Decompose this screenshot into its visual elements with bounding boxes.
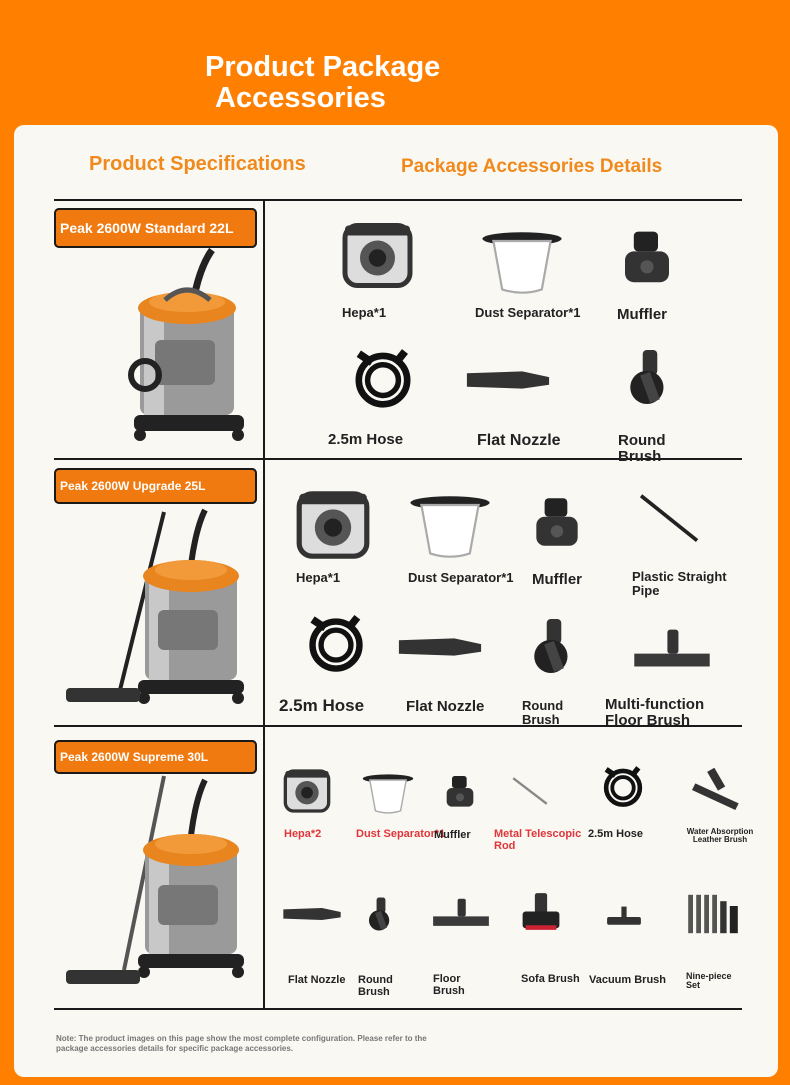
- hose-icon: [600, 760, 646, 814]
- hepa-filter-icon: [278, 766, 336, 816]
- item-label: Floor Brush: [433, 973, 465, 997]
- item-label: Hepa*1: [296, 570, 341, 585]
- item-label: Nine-piece Set: [686, 971, 732, 991]
- floor-brush-icon: [630, 626, 714, 672]
- item-label: 2.5m Hose: [279, 696, 365, 715]
- muffler-icon: [440, 772, 480, 812]
- item-label: Water Absorption Leather Brush: [686, 827, 754, 845]
- item-label: Muffler: [434, 829, 471, 841]
- nine-piece-set-icon: [684, 890, 742, 938]
- vacuum-supreme-image: [60, 770, 250, 998]
- water-brush-icon: [692, 765, 742, 815]
- item-label: Plastic Straight Pipe: [632, 569, 727, 598]
- vacuum-brush-icon: [598, 904, 650, 930]
- details-header: Package Accessories Details: [401, 156, 663, 177]
- item-label: Dust Separator*1: [475, 305, 581, 320]
- hose-icon: [304, 606, 368, 682]
- round-brush-icon: [624, 345, 676, 409]
- product-badge-upgrade: Peak 2600W Upgrade 25L: [54, 468, 257, 504]
- page-title: [205, 52, 440, 114]
- product-badge-supreme: Peak 2600W Supreme 30L: [54, 740, 257, 774]
- item-label: Dust Separator*1: [356, 828, 446, 840]
- dust-separator-icon: [476, 230, 568, 296]
- round-brush-icon: [528, 614, 580, 678]
- page-title-line1: Product Package: [205, 51, 441, 83]
- item-label: Round Brush: [618, 432, 666, 465]
- item-label: 2.5m Hose: [588, 828, 644, 840]
- telescopic-rod-icon: [510, 774, 550, 808]
- item-label: Metal Telescopic Rod: [494, 828, 582, 852]
- item-label: Hepa*2: [284, 828, 322, 840]
- vacuum-upgrade-image: [60, 500, 250, 718]
- item-label: Flat Nozzle: [477, 432, 561, 449]
- item-label: Sofa Brush: [521, 973, 580, 985]
- item-label: Round Brush: [358, 974, 393, 998]
- item-label: Hepa*1: [342, 305, 387, 320]
- product-badge-standard: Peak 2600W Standard 22L: [54, 208, 257, 248]
- item-label: Dust Separator*1: [408, 570, 514, 585]
- item-label: Muffler: [532, 571, 582, 588]
- page-title-line2: Accessories: [215, 82, 386, 114]
- divider-top: [54, 199, 742, 201]
- item-label: 2.5m Hose: [328, 431, 404, 448]
- floor-brush-icon: [430, 896, 492, 930]
- flat-nozzle-icon: [397, 632, 483, 662]
- flat-nozzle-icon: [465, 365, 551, 395]
- straight-pipe-icon: [637, 492, 703, 548]
- muffler-icon: [614, 225, 680, 291]
- hepa-filter-icon: [294, 486, 372, 564]
- item-label: Round Brush: [522, 698, 564, 727]
- dust-separator-icon: [404, 494, 496, 560]
- footnote: Note: The product images on this page show the most complete configuration. Please refer to the package accessories details for specific package accessories.: [56, 1034, 427, 1053]
- sofa-brush-icon: [516, 890, 566, 936]
- item-label: Muffler: [617, 306, 667, 323]
- item-label: Flat Nozzle: [288, 974, 346, 986]
- specs-header: Product Specifications: [89, 153, 306, 175]
- vacuum-standard-image: [120, 240, 250, 450]
- hepa-filter-icon: [340, 218, 415, 293]
- divider-bottom: [54, 1008, 742, 1010]
- muffler-icon: [526, 492, 588, 554]
- flat-nozzle-icon: [282, 904, 342, 924]
- hose-icon: [350, 340, 416, 418]
- divider-vertical: [263, 199, 265, 1010]
- item-label: Flat Nozzle: [406, 698, 485, 715]
- round-brush-icon: [365, 895, 397, 933]
- dust-separator-icon: [360, 770, 416, 818]
- item-label: Vacuum Brush: [589, 974, 667, 986]
- item-label: Multi-function Floor Brush: [605, 696, 705, 729]
